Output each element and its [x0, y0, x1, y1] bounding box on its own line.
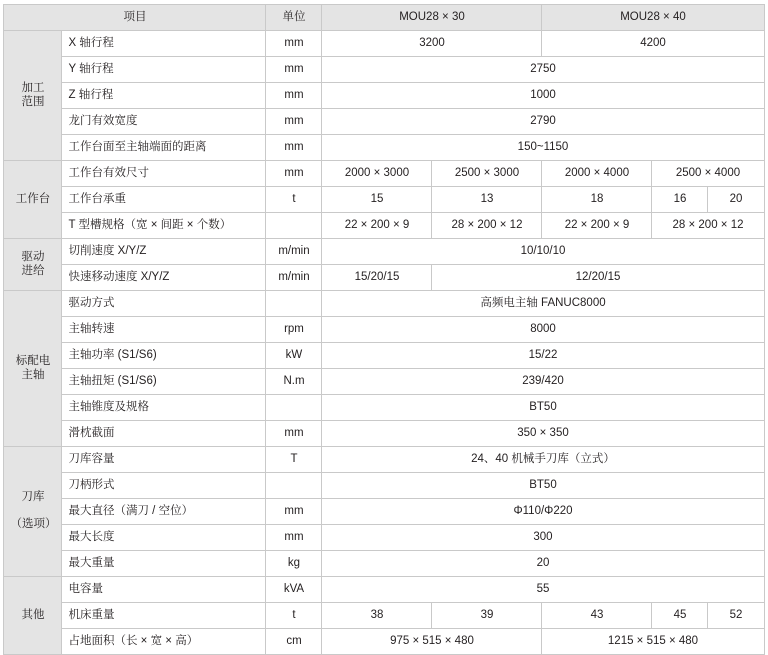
row-unit: kW	[266, 343, 322, 369]
table-row	[4, 213, 764, 239]
row-value: 39	[432, 603, 542, 629]
row-unit: kVA	[266, 577, 322, 603]
row-item-label: 占地面积（长 × 宽 × 高）	[62, 629, 266, 655]
table-row	[4, 551, 764, 577]
row-value: BT50	[322, 395, 764, 421]
row-unit: cm	[266, 629, 322, 655]
row-unit	[266, 395, 322, 421]
group-label-line2: （选项）	[10, 518, 57, 531]
table-row	[4, 109, 764, 135]
row-unit: kg	[266, 551, 322, 577]
row-unit: mm	[266, 57, 322, 83]
row-value: 22 × 200 × 9	[322, 213, 432, 239]
group-label-spindle	[4, 291, 62, 447]
row-item-label: 快速移动速度 X/Y/Z	[62, 265, 266, 291]
row-value: 高频电主轴 FANUC8000	[322, 291, 764, 317]
group-label-machining-range	[4, 31, 62, 161]
row-item-label: 最大重量	[62, 551, 266, 577]
row-value: 1215 × 515 × 480	[542, 629, 764, 655]
group-label-line1: 加工	[21, 81, 45, 94]
row-item-label: 主轴功率 (S1/S6)	[62, 343, 266, 369]
row-value: 15/22	[322, 343, 764, 369]
row-unit: T	[266, 447, 322, 473]
table-row	[4, 343, 764, 369]
row-value: 2000 × 4000	[542, 161, 652, 187]
row-value: 3200	[322, 31, 542, 57]
row-value: 2790	[322, 109, 764, 135]
row-item-label: 机床重量	[62, 603, 266, 629]
table-row	[4, 57, 764, 83]
table-row	[4, 291, 764, 317]
row-value: 150~1150	[322, 135, 764, 161]
row-value: 239/420	[322, 369, 764, 395]
row-item-label: X 轴行程	[62, 31, 266, 57]
row-unit	[266, 291, 322, 317]
row-value: 15	[322, 187, 432, 213]
table-row	[4, 239, 764, 265]
row-value: 22 × 200 × 9	[542, 213, 652, 239]
row-unit: rpm	[266, 317, 322, 343]
row-value: 15/20/15	[322, 265, 432, 291]
row-value: 52	[708, 603, 764, 629]
row-item-label: 主轴扭矩 (S1/S6)	[62, 369, 266, 395]
row-value: 28 × 200 × 12	[432, 213, 542, 239]
header-model-1: MOU28 × 30	[322, 5, 542, 31]
row-value: 38	[322, 603, 432, 629]
row-item-label: 工作台有效尺寸	[62, 161, 266, 187]
row-value: 20	[322, 551, 764, 577]
row-unit: mm	[266, 31, 322, 57]
table-row	[4, 499, 764, 525]
row-unit: mm	[266, 109, 322, 135]
row-value: 975 × 515 × 480	[322, 629, 542, 655]
row-value: 55	[322, 577, 764, 603]
row-unit: mm	[266, 135, 322, 161]
row-item-label: T 型槽规格（宽 × 间距 × 个数）	[62, 213, 266, 239]
row-value: 10/10/10	[322, 239, 764, 265]
row-item-label: 工作台承重	[62, 187, 266, 213]
row-unit: N.m	[266, 369, 322, 395]
row-item-label: Z 轴行程	[62, 83, 266, 109]
table-row	[4, 317, 764, 343]
row-value: 16	[652, 187, 708, 213]
row-item-label: 驱动方式	[62, 291, 266, 317]
row-item-label: Y 轴行程	[62, 57, 266, 83]
row-value: 8000	[322, 317, 764, 343]
group-label-line1: 驱动	[21, 250, 45, 263]
row-value: 12/20/15	[432, 265, 764, 291]
row-item-label: 最大直径（满刀 / 空位）	[62, 499, 266, 525]
row-value: 45	[652, 603, 708, 629]
row-item-label: 刀柄形式	[62, 473, 266, 499]
row-unit: m/min	[266, 239, 322, 265]
row-item-label: 滑枕截面	[62, 421, 266, 447]
table-row	[4, 395, 764, 421]
row-item-label: 刀库容量	[62, 447, 266, 473]
table-row	[4, 135, 764, 161]
row-unit: t	[266, 603, 322, 629]
row-value: 350 × 350	[322, 421, 764, 447]
table-row	[4, 369, 764, 395]
row-value: 28 × 200 × 12	[652, 213, 764, 239]
row-unit: mm	[266, 83, 322, 109]
row-unit	[266, 213, 322, 239]
row-unit: t	[266, 187, 322, 213]
table-row	[4, 473, 764, 499]
row-value: 300	[322, 525, 764, 551]
row-item-label: 主轴转速	[62, 317, 266, 343]
group-label-line2: 主轴	[21, 368, 45, 381]
group-label-tool-magazine	[4, 447, 62, 577]
row-unit: mm	[266, 499, 322, 525]
table-row	[4, 83, 764, 109]
row-unit: mm	[266, 421, 322, 447]
row-value: 13	[432, 187, 542, 213]
row-item-label: 最大长度	[62, 525, 266, 551]
row-value: 1000	[322, 83, 764, 109]
group-label-line1: 刀库	[21, 490, 45, 503]
row-value: 24、40 机械手刀库（立式）	[322, 447, 764, 473]
row-value: 2500 × 3000	[432, 161, 542, 187]
row-value: 20	[708, 187, 764, 213]
row-item-label: 龙门有效宽度	[62, 109, 266, 135]
group-label-worktable: 工作台	[4, 161, 62, 239]
row-value: 2500 × 4000	[652, 161, 764, 187]
table-row	[4, 603, 764, 629]
table-row	[4, 265, 764, 291]
group-label-line1: 标配电	[15, 354, 51, 367]
row-unit: m/min	[266, 265, 322, 291]
row-value: Φ110/Φ220	[322, 499, 764, 525]
row-unit	[266, 473, 322, 499]
table-row	[4, 31, 764, 57]
group-label-drive-feed	[4, 239, 62, 291]
table-row	[4, 629, 764, 655]
table-row	[4, 577, 764, 603]
header-model-2: MOU28 × 40	[542, 5, 764, 31]
specification-table	[3, 4, 764, 655]
group-label-line2: 范围	[21, 95, 45, 108]
row-item-label: 电容量	[62, 577, 266, 603]
row-value: 4200	[542, 31, 764, 57]
row-value: 18	[542, 187, 652, 213]
row-value: 2000 × 3000	[322, 161, 432, 187]
group-label-line2: 进给	[21, 264, 45, 277]
table-row	[4, 421, 764, 447]
table-row	[4, 187, 764, 213]
row-unit: mm	[266, 161, 322, 187]
header-unit: 单位	[266, 5, 322, 31]
table-row	[4, 161, 764, 187]
row-item-label: 切削速度 X/Y/Z	[62, 239, 266, 265]
row-unit: mm	[266, 525, 322, 551]
header-item: 项目	[4, 5, 266, 31]
table-row	[4, 525, 764, 551]
table-header-row	[4, 5, 764, 31]
group-label-other: 其他	[4, 577, 62, 655]
row-value: 2750	[322, 57, 764, 83]
row-value: BT50	[322, 473, 764, 499]
row-value: 43	[542, 603, 652, 629]
row-item-label: 工作台面至主轴端面的距离	[62, 135, 266, 161]
row-item-label: 主轴锥度及规格	[62, 395, 266, 421]
table-row	[4, 447, 764, 473]
